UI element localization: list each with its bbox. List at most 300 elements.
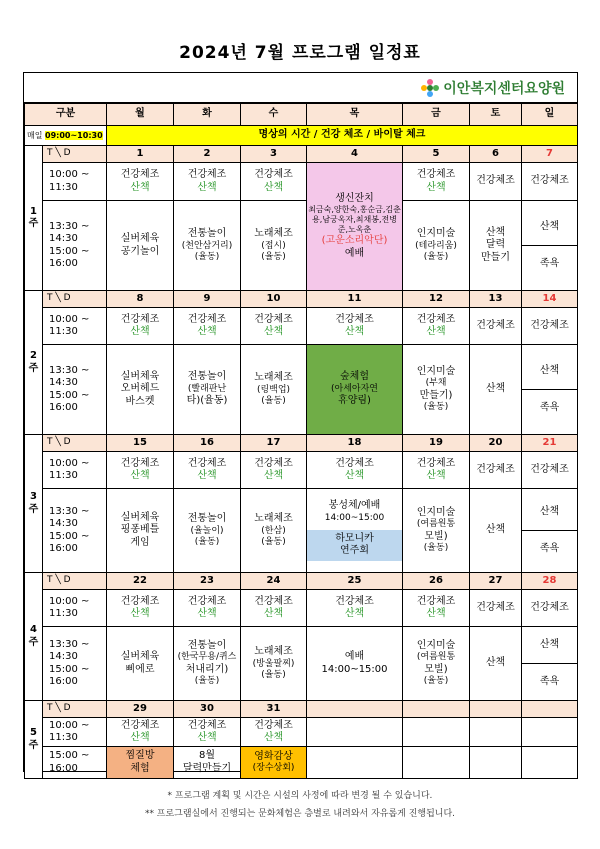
date-cell: 9 [174, 291, 241, 308]
am-walk: 산책 [263, 470, 284, 481]
pm-activity-cell [307, 345, 403, 435]
pm-line-b: 달력만들기 [182, 762, 232, 774]
pm-line-a: 인지미술 [416, 506, 456, 518]
pm-walk: 산책 [539, 638, 560, 650]
pm-line-a: 실버체육 [120, 511, 160, 523]
pm-line-a: 전통놀이 [187, 371, 227, 383]
pm-line-a: 실버체육 [120, 233, 160, 244]
harmonica-box [307, 530, 402, 561]
time-am: 10:00 ~ 11:30 [43, 163, 107, 201]
pm-row [25, 345, 578, 435]
week-number-digit: 5 [30, 727, 37, 738]
pm-divider [522, 389, 577, 390]
pm-line-c: 휴양림) [338, 395, 371, 407]
pm-line-a: 예배 [344, 651, 365, 662]
pm-divider [522, 530, 577, 531]
birthday-title: 생신잔치 [335, 192, 374, 204]
pm-activity-cell [403, 201, 470, 291]
am-walk: 산책 [197, 326, 217, 337]
am-activity: 건강체조 [416, 313, 456, 325]
am-activity: 건강체조 [254, 313, 293, 325]
am-activity-cell [307, 308, 403, 345]
time-pm: 13:30 ~ 14:30 15:00 ~ 16:00 [43, 489, 107, 573]
am-activity-cell [107, 308, 174, 345]
week-number [25, 701, 43, 779]
am-walk: 산책 [197, 181, 217, 193]
pm-line-a: 산책 [485, 524, 506, 536]
time-pm: 13:30 ~ 14:30 15:00 ~ 16:00 [43, 627, 107, 701]
week-date-row [25, 291, 578, 308]
pm-line-a: 실버체육 [120, 651, 160, 662]
pm-activity-cell [470, 201, 522, 291]
header-day: 목 [307, 104, 403, 126]
am-row [25, 308, 578, 345]
am-activity-cell [174, 308, 241, 345]
pm-activity-cell [403, 627, 470, 701]
pm-line-a: 노래체조 [254, 513, 293, 524]
am-activity-cell [403, 163, 470, 201]
empty-cell [307, 718, 403, 747]
header-day: 화 [174, 104, 241, 126]
am-activity-cell [307, 452, 403, 489]
pm-activity-cell [403, 345, 470, 435]
td-label: T ╲ D [43, 573, 107, 590]
pm-line-c: 처내리기) [185, 663, 229, 675]
daily-program: 명상의 시간 / 건강 체조 / 바이탈 체크 [107, 126, 578, 146]
am-walk: 산책 [426, 608, 446, 619]
date-cell: 4 [307, 146, 403, 163]
header-day: 월 [107, 104, 174, 126]
pm-line-b: 공기놀이 [120, 245, 160, 257]
date-cell: 6 [470, 146, 522, 163]
date-cell: 3 [241, 146, 307, 163]
date-cell [470, 701, 522, 718]
pm-worship-time: 14:00~15:00 [324, 512, 385, 523]
pm-line-b: 오버헤드 [120, 383, 160, 395]
td-label: T ╲ D [43, 146, 107, 163]
am-activity: 건강체조 [254, 719, 293, 731]
am-activity: 건강체조 [416, 169, 456, 180]
am-activity-cell [522, 163, 578, 201]
am-activity-cell [241, 163, 307, 201]
week-number [25, 435, 43, 573]
week-number-digit: 4 [30, 624, 37, 635]
pm-line-b: (접시) [261, 240, 286, 251]
pm-line-c: (율동) [423, 251, 449, 262]
pm-line-b: (테라리움) [415, 240, 457, 251]
pm-line-a: 산책 [485, 383, 506, 395]
date-cell: 25 [307, 573, 403, 590]
time-pm: 13:30 ~ 14:30 15:00 ~ 16:00 [43, 201, 107, 291]
date-cell: 10 [241, 291, 307, 308]
am-activity: 건강체조 [530, 601, 569, 613]
date-cell: 8 [107, 291, 174, 308]
am-activity-cell [307, 590, 403, 627]
am-activity-cell [241, 308, 307, 345]
am-activity: 건강체조 [187, 719, 227, 731]
pm-line-c: 바스켓 [125, 395, 155, 407]
date-cell: 19 [403, 435, 470, 452]
week-number [25, 146, 43, 291]
date-cell [403, 701, 470, 718]
daily-label: 매일 09:00~10:30 [25, 126, 107, 146]
week-date-row [25, 146, 578, 163]
pm-activity-cell [174, 747, 241, 779]
header-day: 금 [403, 104, 470, 126]
pm-line-c: (율동) [194, 251, 220, 262]
pm-line-a: 노래체조 [254, 646, 293, 657]
am-walk: 산책 [197, 732, 217, 743]
date-cell: 28 [522, 573, 578, 590]
pm-activity-cell [241, 201, 307, 291]
am-activity: 건강체조 [187, 457, 227, 469]
pm-line-a: 노래체조 [254, 228, 293, 239]
am-row [25, 452, 578, 489]
date-cell: 7 [522, 146, 578, 163]
date-cell: 21 [522, 435, 578, 452]
pm-line-a: 인지미술 [416, 639, 456, 651]
pm-line-a: 산책 [485, 657, 506, 669]
date-cell [522, 701, 578, 718]
logo [421, 78, 565, 98]
date-cell: 29 [107, 701, 174, 718]
am-walk: 산책 [263, 732, 284, 743]
harmonica-sub: 연주회 [340, 545, 369, 557]
am-walk: 산책 [197, 470, 217, 481]
pm-line-b: (부채 [425, 378, 447, 389]
am-walk: 산책 [426, 326, 446, 337]
pm-line-a: 전통놀이 [187, 639, 227, 651]
pm-activity-cell [107, 627, 174, 701]
am-activity: 건강체조 [530, 463, 569, 475]
pm-activity-cell [470, 627, 522, 701]
pm-line-b: (장수상회) [252, 763, 295, 774]
pm-row [25, 627, 578, 701]
am-activity: 건강체조 [254, 595, 293, 607]
birthday-cell [307, 163, 403, 291]
pm-activity-cell [174, 627, 241, 701]
empty-cell [522, 747, 578, 779]
date-cell: 27 [470, 573, 522, 590]
am-activity-cell [107, 590, 174, 627]
am-walk: 산책 [130, 181, 150, 193]
pm-line-c: 모빌) [424, 663, 448, 675]
am-activity: 건강체조 [530, 319, 569, 331]
schedule-frame [23, 72, 578, 772]
week-char: 주 [28, 739, 39, 751]
am-activity: 건강체조 [120, 719, 160, 731]
pm-activity-cell [522, 345, 578, 435]
td-label: T ╲ D [43, 435, 107, 452]
pm-line-a: 노래체조 [254, 372, 293, 383]
date-cell: 23 [174, 573, 241, 590]
pm-line-b: (여름원통 [416, 652, 456, 663]
time-am: 10:00 ~ 11:30 [43, 308, 107, 345]
pm-activity-cell [403, 489, 470, 573]
am-activity-cell [403, 308, 470, 345]
pm-activity-cell [307, 627, 403, 701]
pm-activity-cell [307, 489, 403, 573]
am-activity-cell [174, 163, 241, 201]
pm-line-a: 산책 [485, 226, 506, 238]
header-label: 구분 [25, 104, 107, 126]
am-activity-cell [522, 452, 578, 489]
note-1: * 프로그램 계획 및 시간은 시설의 사정에 따라 변경 될 수 있습니다. [167, 791, 433, 801]
pm-activity-cell [241, 747, 307, 779]
pm-divider [522, 245, 577, 246]
pm-activity-cell [107, 345, 174, 435]
am-activity-cell [174, 590, 241, 627]
pm-footbath: 족욕 [539, 543, 560, 554]
pm-line-c: 만들기 [481, 251, 510, 263]
week-number-digit: 1 [30, 205, 37, 217]
pm-activity-cell [107, 489, 174, 573]
date-cell: 30 [174, 701, 241, 718]
birthday-band: (고운소리악단) [321, 235, 388, 247]
pm-line-b: (한삼) [261, 525, 286, 536]
date-cell: 13 [470, 291, 522, 308]
am-activity-cell [470, 308, 522, 345]
daily-time: 09:00~10:30 [45, 130, 103, 140]
am-activity: 건강체조 [187, 595, 227, 607]
pm-line-a: 인지미술 [416, 228, 456, 239]
pm-line-b: (율놀이) [190, 525, 224, 536]
pm-line-d: (율동) [194, 676, 220, 686]
pm-line-c: 게임 [130, 536, 150, 548]
empty-cell [403, 747, 470, 779]
note-2: ** 프로그램실에서 진행되는 문화체험은 층별로 내려와서 자유롭게 진행됩니다. [144, 809, 456, 819]
am-activity: 건강체조 [416, 595, 456, 607]
am-activity: 건강체조 [254, 169, 293, 180]
pm-line-c: (율동) [261, 669, 286, 680]
pm-line-d: (율동) [423, 543, 449, 553]
pm-walk: 산책 [539, 364, 560, 376]
date-cell: 20 [470, 435, 522, 452]
week-char: 주 [28, 503, 39, 515]
time-am: 10:00 ~ 11:30 [43, 590, 107, 627]
date-cell: 15 [107, 435, 174, 452]
date-cell: 2 [174, 146, 241, 163]
pm-line-b: (한국무용/퀴스 [177, 652, 237, 663]
pm-line-a: 영화감상 [254, 750, 293, 762]
am-activity-cell [107, 452, 174, 489]
am-walk: 산책 [263, 608, 284, 619]
pm-line-c: (율동) [261, 536, 286, 547]
logo-row [24, 73, 577, 103]
daily-row [25, 126, 578, 146]
td-label: T ╲ D [43, 701, 107, 718]
empty-cell [522, 718, 578, 747]
am-walk: 산책 [263, 181, 284, 193]
pm-row [25, 747, 578, 779]
date-cell: 17 [241, 435, 307, 452]
pm-footbath: 족욕 [539, 258, 560, 269]
am-activity: 건강체조 [120, 457, 160, 469]
pm-activity-cell [241, 345, 307, 435]
empty-cell [307, 747, 403, 779]
am-activity: 건강체조 [120, 169, 160, 180]
am-activity: 건강체조 [187, 169, 227, 180]
am-activity: 건강체조 [120, 313, 160, 325]
am-activity: 건강체조 [335, 595, 374, 607]
pm-activity-cell [522, 201, 578, 291]
pm-line-d: (율동) [423, 676, 449, 686]
date-cell: 16 [174, 435, 241, 452]
am-walk: 산책 [197, 608, 217, 619]
pm-line-a: 숲체험 [340, 371, 369, 383]
header-day: 수 [241, 104, 307, 126]
date-cell: 24 [241, 573, 307, 590]
date-cell: 5 [403, 146, 470, 163]
logo-text: 이안복지센터요양원 [443, 81, 565, 97]
flower-logo-icon [421, 79, 439, 97]
pm-activity-cell [470, 489, 522, 573]
pm-worship: 봉성체/예배 [328, 500, 381, 512]
harmonica-title: 하모니카 [335, 532, 374, 544]
pm-line-b: (여름원통 [416, 519, 456, 530]
am-activity-cell [522, 308, 578, 345]
am-activity-cell [241, 590, 307, 627]
pm-line-a: 8월 [199, 750, 216, 761]
am-activity-cell [107, 163, 174, 201]
pm-activity-cell [470, 345, 522, 435]
birthday-worship: 예배 [344, 247, 365, 259]
pm-line-b: 삐에로 [125, 663, 155, 675]
am-activity-cell [403, 590, 470, 627]
pm-line-b: (빨래판난 [187, 383, 227, 394]
page-title: 2024년 7월 프로그램 일정표 [179, 43, 421, 63]
am-walk: 산책 [130, 608, 150, 619]
date-cell: 14 [522, 291, 578, 308]
date-cell: 26 [403, 573, 470, 590]
pm-activity-cell [522, 627, 578, 701]
am-walk: 산책 [426, 181, 446, 193]
date-cell: 22 [107, 573, 174, 590]
birthday-names: 최금숙,양한숙,홍순금,김춘용,남궁옥자,최채봉,전병준,노옥춘 [308, 205, 401, 235]
am-walk: 산책 [130, 470, 150, 481]
am-activity: 건강체조 [476, 463, 515, 475]
pm-line-c: 만들기) [419, 389, 453, 401]
pm-activity-cell [174, 345, 241, 435]
pm-activity-cell [107, 747, 174, 779]
week-number-digit: 3 [30, 491, 37, 502]
pm-activity-cell [241, 489, 307, 573]
pm-line-c: 모빌) [424, 530, 448, 542]
pm-line-a: 전통놀이 [187, 228, 227, 239]
pm-row [25, 489, 578, 573]
pm-walk: 산책 [539, 505, 560, 517]
pm-footbath: 족욕 [539, 402, 560, 413]
time-am: 10:00 ~ 11:30 [43, 452, 107, 489]
header-day: 일 [522, 104, 578, 126]
am-row [25, 718, 578, 747]
week-number [25, 573, 43, 701]
pm-line-b: 달력 [485, 239, 506, 251]
pm-line-c: (율동) [261, 251, 286, 262]
am-walk: 산책 [344, 326, 365, 337]
week-number [25, 291, 43, 435]
week-char: 주 [28, 218, 39, 229]
pm-row [25, 201, 578, 291]
pm-line-a: 인지미술 [416, 365, 456, 377]
am-activity-cell [107, 718, 174, 747]
am-activity: 건강체조 [120, 595, 160, 607]
am-row [25, 590, 578, 627]
week-date-row [25, 701, 578, 718]
am-activity-cell [241, 452, 307, 489]
pm-activity-cell [107, 201, 174, 291]
header-row [25, 104, 578, 126]
am-activity: 건강체조 [530, 175, 569, 187]
week-date-row [25, 573, 578, 590]
empty-cell [470, 747, 522, 779]
pm-line-a: 찜질방 [125, 750, 155, 761]
am-activity: 건강체조 [476, 319, 515, 331]
date-cell: 11 [307, 291, 403, 308]
header-day: 토 [470, 104, 522, 126]
am-walk: 산책 [263, 326, 284, 337]
pm-activity-cell [522, 489, 578, 573]
am-activity: 건강체조 [476, 601, 515, 613]
pm-line-a: 전통놀이 [187, 513, 227, 524]
empty-cell [470, 718, 522, 747]
pm-line-b: (방울팔찌) [252, 658, 295, 669]
am-activity-cell [174, 452, 241, 489]
pm-line-b: 핑퐁베틀 [120, 524, 160, 536]
pm-footbath: 족욕 [539, 676, 560, 687]
time-am: 10:00 ~ 11:30 [43, 718, 107, 747]
pm-line-b: 체험 [130, 762, 150, 774]
pm-activity-cell [174, 489, 241, 573]
pm-line-b: (링백업) [256, 384, 291, 395]
am-activity-cell [470, 452, 522, 489]
week-date-row [25, 435, 578, 452]
am-activity-cell [174, 718, 241, 747]
pm-divider [522, 663, 577, 664]
pm-line-c: (율동) [194, 536, 220, 547]
time-pm: 15:00 ~ 16:00 [43, 747, 107, 779]
date-cell: 1 [107, 146, 174, 163]
week-number-digit: 2 [30, 350, 37, 361]
week-char: 주 [28, 362, 39, 374]
am-walk: 산책 [426, 470, 446, 481]
pm-activity-cell [241, 627, 307, 701]
schedule-table [24, 103, 578, 779]
pm-line-a: 실버체육 [120, 370, 160, 382]
empty-cell [403, 718, 470, 747]
td-label: T ╲ D [43, 291, 107, 308]
am-walk: 산책 [344, 608, 365, 619]
am-activity: 건강체조 [335, 457, 374, 469]
time-pm: 13:30 ~ 14:30 15:00 ~ 16:00 [43, 345, 107, 435]
pm-activity-cell [174, 201, 241, 291]
pm-line-b: 14:00~15:00 [321, 663, 388, 675]
weeks-body [25, 146, 578, 779]
am-activity: 건강체조 [416, 457, 456, 469]
am-activity: 건강체조 [254, 457, 293, 469]
pm-line-b: (아세아자연 [331, 383, 378, 394]
pm-walk: 산책 [539, 220, 560, 232]
am-activity: 건강체조 [187, 313, 227, 325]
am-activity: 건강체조 [476, 175, 515, 187]
date-cell: 12 [403, 291, 470, 308]
date-cell [307, 701, 403, 718]
am-walk: 산책 [130, 732, 150, 743]
date-cell: 31 [241, 701, 307, 718]
am-activity-cell [470, 590, 522, 627]
pm-line-c: (율동) [261, 395, 286, 406]
am-walk: 산책 [344, 470, 365, 481]
